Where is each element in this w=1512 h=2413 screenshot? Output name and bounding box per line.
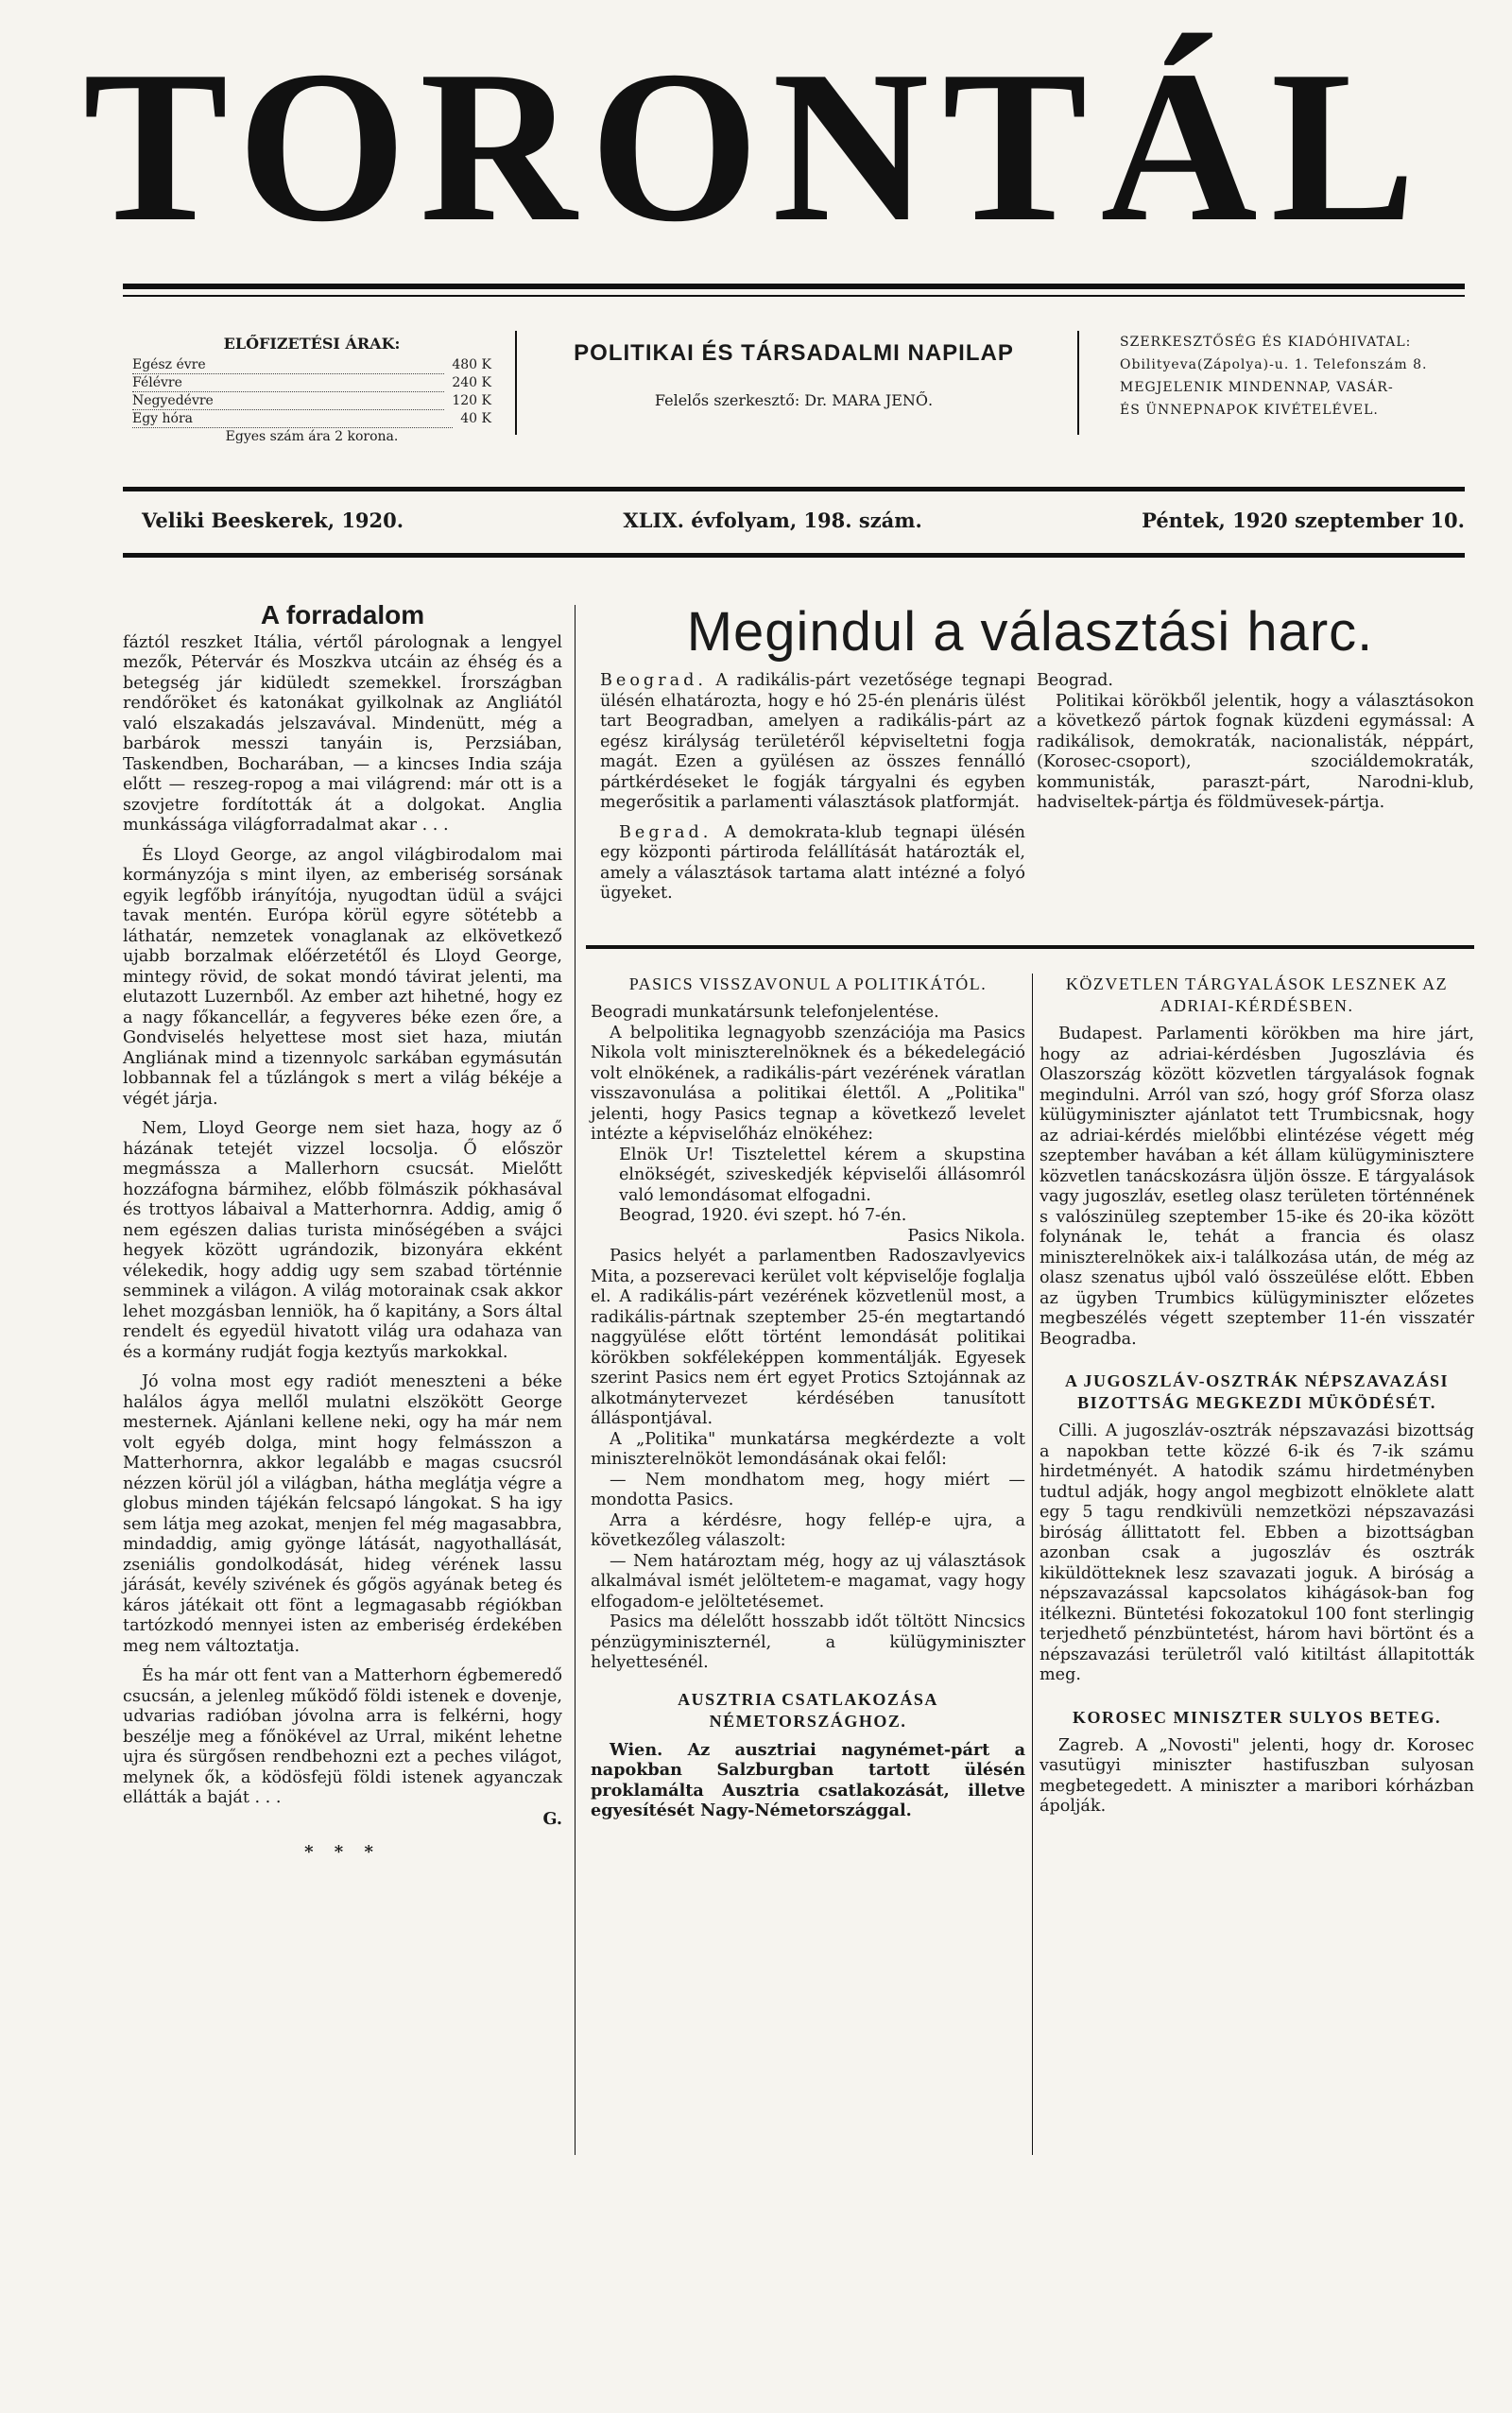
article-paragraph: Pasics ma délelőtt hosszabb időt töltött Nincsics pénzügyminiszternél, a külügyminiszter helyettesénél. (591, 1612, 1025, 1672)
article-paragraph: Cilli. A jugoszláv-osztrák népszavazási bizottság a napokban tette közzé 6-ik és 7-ik számu hirdetményét. A hatodik számu hirdetményben tudtul adják, hogy angol megbizott elnöklete alatt egy 5 tagu rendkivüli nemzetközi népszavazási biróság állittatott fel. Ebben a bizottságban azonban csak a jugoszláv és osztrák kiküldötteknek lesz szavazati joguk. A biróság a népszavazással kapcsolatos kihágások-ban fog itélkezni. Büntetési fokozatokul 100 font sterlingig terjedhető pénzbüntetést, három havi börtönt és a népszavazási területről való kitiltást állapitották meg. (1040, 1422, 1474, 1684)
main-article-right (1037, 671, 1474, 814)
main-article-left (600, 671, 1025, 905)
office-line: SZERKESZTŐSÉG ÉS KIADÓHIVATAL: (1120, 335, 1412, 350)
editorial-paragraph: És Lloyd George, az angol világbirodalom mai kormányzója s mint ilyen, az emberiség sorsának egyik legfőbb irányítója, nyugodtan üdül a svájci tavak mentén. Európa körül egyre sötétebb a láthatár, nemzetek vonaglanak az elkövetkező ujabb borzalmak előérzetétől és Lloyd George, mintegy rövid, de sokat mondó távirat jelenti, ma elutazott Luzernből. Az ember azt hihetné, hogy ez a nagy főkancellár, a fegyveres béke ezen őre, a Gondviselés helyettese most siet haza, miután Angliának mind a tizennyolc sarkában egymásután lobbannak fel a tűzlángok s mert a világ békéje a végét járja. (123, 845, 562, 1109)
main-paragraph: Politikai körökből jelentik, hogy a választásokon a következő pártok fognak küzdeni egymással: A radikálisok, demokraták, nacionalisták, néppárt, (Korosec-csoport), szociáldemokraták, kommunisták, paraszt-párt, Narodni-klub, hadviseltek-pártja és földmüvesek-pártja. (1037, 691, 1474, 812)
article-quote: — Nem mondhatom meg, hogy miért — mondotta Pasics. (591, 1470, 1025, 1509)
price-row: Félévre 240 K (132, 375, 491, 390)
editorial-paragraph: És ha már ott fent van a Matterhorn égbemeredő csucsán, a jelenleg működő földi istenek e dovenje, udvarias radióban jóvolna arra is felkérni, hogy beszélje meg a főnökével az Urral, miként lehetne ujra és sürgősen rendbehozni ezt a peches világot, melynek ők, a ködösfejü földi istenek agyanczak ellátták a baját . . . (123, 1666, 562, 1807)
section-title: KOROSEC MINISZTER SULYOS BETEG. (1073, 1707, 1441, 1727)
article-paragraph: Zagreb. A „Novosti" jelenti, hogy dr. Korosec vasutügyi miniszter hastifuszban sulyosan megbetegedett. A miniszter a maribori kórházban ápolják. (1040, 1735, 1474, 1816)
price-row: Egész évre 480 K (132, 357, 491, 372)
column-divider (515, 331, 517, 435)
letter-place-date: Beograd, 1920. évi szept. hó 7-én. (619, 1206, 907, 1225)
office-line: MEGJELENIK MINDENNAP, VASÁR- (1120, 380, 1394, 395)
column-divider (1032, 974, 1033, 2155)
masthead-rule (123, 284, 1465, 289)
main-paragraph: Beograd. A radikális-párt vezetősége tegnapi ülésén elhatározta, hogy e hó 25-én plenáris ülést tart Beogradban, amelyen a radikális-párt az egész királyság területéről képviseltetni fogja magát. Ezen a gyülésen az összes fennálló pártkérdéseket le fogják tárgyalni és egyben megerősitik a parlamenti választások platformját. (600, 671, 1025, 812)
dateline-date: Péntek, 1920 szeptember 10. (1142, 508, 1465, 532)
section-title: PASICS VISSZAVONUL A POLITIKÁTÓL. (628, 974, 988, 993)
masthead-title: TORONTÁL (82, 26, 1430, 267)
news-column-3 (1040, 974, 1474, 1818)
section-title: KÖZVETLEN TÁRGYALÁSOK LESZNEK AZ ADRIAI-KÉRDÉSBEN. (1065, 974, 1449, 1015)
dateline (142, 508, 1465, 532)
editorial-column (123, 600, 562, 1863)
masthead-rule-thin (123, 295, 1465, 297)
price-row: Egy hóra 40 K (132, 411, 491, 426)
article-intro: Beogradi munkatársunk telefonjelentése. (591, 1003, 939, 1022)
office-info (1120, 331, 1474, 422)
article-paragraph: Arra a kérdésre, hogy fellép-e ujra, a következőleg válaszolt: (591, 1510, 1025, 1550)
subscription-heading: ELŐFIZETÉSI ÁRAK: (223, 335, 401, 353)
center-info (529, 340, 1058, 409)
main-paragraph: Beograd. (1037, 671, 1113, 690)
paper-subtitle: POLITIKAI ÉS TÁRSADALMI NAPILAP (574, 340, 1014, 366)
article-paragraph: A „Politika" munkatársa megkérdezte a volt miniszterelnököt lemondásának okai felől: (591, 1429, 1025, 1469)
editorial-signature: G. (542, 1808, 562, 1829)
article-paragraph: Budapest. Parlamenti körökben ma hire járt, hogy az adriai-kérdésben Jugoszlávia és Olaszország között közvetlen tárgyalások fognak megindulni. Arról van szó, hogy gróf Sforza olasz külügyminiszter ajánlatot tett Trumbicsnak, hogy az adriai-kérdés mielőbbi elintézése végett még szeptember havában a két állam külügyminisztere közvetlen tanácskozásra üljön össze. E tárgyalások vagy jugoszláv, esetleg olasz területen történnének s valószinüleg szeptember 15-ike és 20-ika között folynának le, tehát a francia és olasz miniszterelnökek aix-i találkozása után, de még az olasz szenatus ujból való összeülése előtt. Ebben az ügyben Trumbics külügyminiszter előzetes megbeszélés végett szeptember 11-én visszatér Beogradba. (1040, 1025, 1474, 1349)
editorial-paragraph: Jó volna most egy radiót meneszteni a béke halálos ágya mellől mulatni elszökött George mesternek. Ajánlani kellene neki, ogy ha már nem volt egyéb dolga, mint hogy felmásszon a Matterhornra, akkor legalább e magas csucsról nézzen körül jól a világban, hátha meglátja végre a globus minden tájékán felcsapó lángokat. S ha igy sem látja meg azokat, menjen fel még magasabbra, mindaddig, amig gyönge látását, nagyothallását, zseniális gondolkodását, hideg vérének lassu járását, kevély szivének és gőgös agyának beteg és káros játékait ott fönt a legmagasabb régiókban tartózkodó mennyei isten az emberiség érdekében meg nem változtatja. (123, 1372, 562, 1656)
editorial-stars: * * * (304, 1842, 381, 1862)
dateline-place: Veliki Beeskerek, 1920. (142, 508, 404, 532)
single-issue-price: Egyes szám ára 2 korona. (225, 429, 399, 444)
office-line: ÉS ÜNNEPNAPOK KIVÉTELÉVEL. (1120, 403, 1379, 418)
dateline-rule-bottom (123, 553, 1465, 558)
editorial-paragraph: fáztól reszket Itália, vértől párolognak a lengyel mezők, Pétervár és Moszkva utcáin az éhség és a betegség jár kidüledt szemekkel. Írországban rendőröket és katonákat gyilkolnak az Angliától való elszakadás jelszavával. Mindenütt, még a barbárok messzi tanyáin is, Perzsiában, Taskendben, Bocharában, — a kincses India szája előtt — reszeg-ropog a mai világrend: már ott is a szovjetre fordították át a dolgokat. Anglia munkássága világforradalmat akar . . . (123, 632, 562, 835)
editorial-paragraph: Nem, Lloyd George nem siet haza, hogy az ő házának tetejét vizzel locsolja. Ő először megmássza a Mallerhorn csucsát. Mielőtt hozzáfogna bármihez, előbb fölmászik pókhasával és trottyos lábaival a Matterhornra. Addig, amig ő nem egészen dalias turista minőségében a svájci hegyek között ugrándozik, bizonyára ekként vélekedik, hogy addig ugy sem szabad történnie semminek a világon. A világ motorainak csak akkor lehet mozgásban lenniök, ha ő kapitány, a Sors által rendelt és egyedül hivatott világ ura odahaza van és a kormány rudját fogja keztyűs markokkal. (123, 1119, 562, 1362)
main-headline: Megindul a választási harc. (686, 601, 1374, 663)
letter-signature: Pasics Nikola. (907, 1226, 1025, 1246)
section-title: AUSZTRIA CSATLAKOZÁSA NÉMETORSZÁGHOZ. (678, 1689, 938, 1731)
column-divider (1077, 331, 1079, 435)
section-rule (586, 945, 1474, 949)
section-title: A JUGOSZLÁV-OSZTRÁK NÉPSZAVAZÁSI BIZOTTSÁG MEGKEZDI MÜKÖDÉSÉT. (1064, 1371, 1450, 1412)
article-paragraph: Pasics helyét a parlamentben Radoszavlyevics Mita, a pozserevaci kerület volt képviselője foglalja el. A radikális-párt vezérének közvetlenül most, a radikális-pártnak szeptember 25-én megtartandó naggyülése előtt történt lemondását politikai körökben sokféleképpen kommentálják. Egyesek szerint Pasics nem ért egyet Protics Sztojánnak az alkotmánytervezet kérdésében tanusított álláspontjával. (591, 1247, 1025, 1428)
price-row: Negyedévre 120 K (132, 393, 491, 408)
article-paragraph: A belpolitika legnagyobb szenzációja ma Pasics Nikola volt miniszterelnöknek és a békedelegáció volt elnökének, a radikális-párt vezérének váratlan visszavonulása a politikai élettől. A „Politika" jelenti, hogy Pasics tegnap a következő levelet intézte a képviselőház elnökéhez: (591, 1023, 1025, 1144)
dateline-volume: XLIX. évfolyam, 198. szám. (623, 508, 922, 532)
subscription-box (132, 336, 491, 445)
news-column-2 (591, 974, 1025, 1821)
column-divider (575, 605, 576, 2155)
main-paragraph: Begrad. A demokrata-klub tegnapi ülésén egy központi pártiroda felállítását határozták el, amely a választások tartama alatt intézné a folyó ügyeket. (600, 822, 1025, 903)
editor-line: Felelős szerkesztő: Dr. MARA JENŐ. (654, 391, 934, 409)
letter-text: Elnök Ur! Tisztelettel kérem a skupstina elnökségét, sziveskedjék képviselői állásomról való lemondásomat elfogadni. (619, 1145, 1025, 1205)
office-line: Obilityeva(Zápolya)-u. 1. Telefonszám 8. (1120, 357, 1428, 372)
article-paragraph: Wien. Az ausztriai nagynémet-párt a napokban Salzburgban tartott ülésén proklamálta Ausztria csatlakozását, illetve egyesítését Nagy-Németországgal. (591, 1739, 1025, 1820)
editorial-heading: A forradalom (260, 600, 425, 629)
dateline-rule-top (123, 487, 1465, 491)
letter-block (591, 1146, 1025, 1248)
article-quote: — Nem határoztam még, hogy az uj választások alkalmával ismét jelöltetem-e magamat, vagy hogy elfogadom-e jelöltetésemet. (591, 1551, 1025, 1612)
